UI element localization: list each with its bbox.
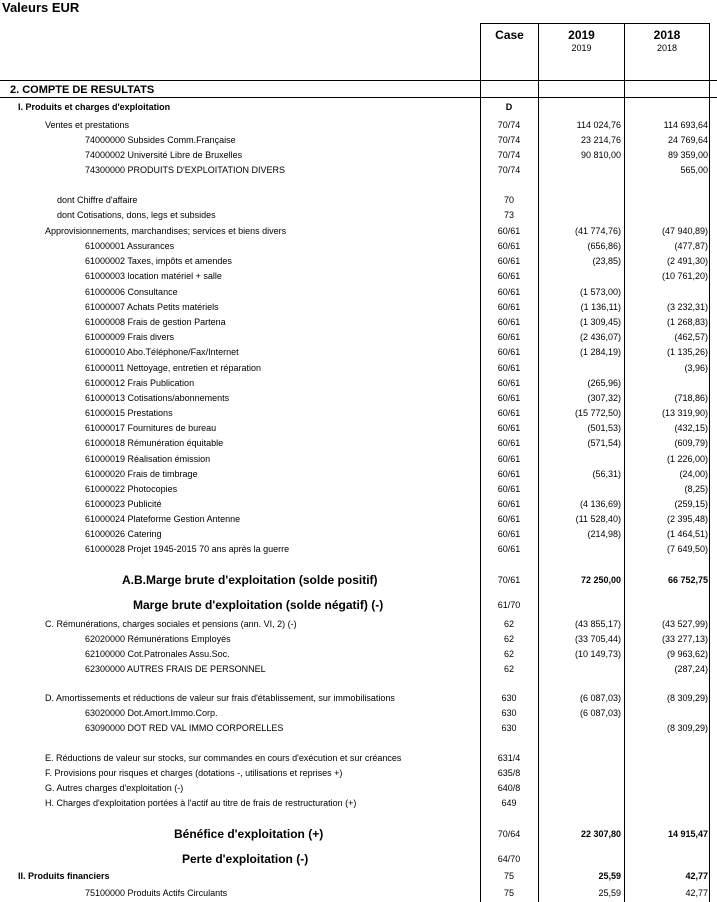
table-row bbox=[0, 869, 717, 884]
page-title: Valeurs EUR bbox=[2, 0, 80, 15]
row-label: 61000012 Frais Publication bbox=[85, 378, 195, 388]
row-label: A.B.Marge brute d'exploitation (solde positif) bbox=[122, 573, 378, 587]
row-label: 61000018 Rémunération équitable bbox=[85, 438, 224, 448]
table-row bbox=[0, 239, 717, 254]
row-value-2018: 114 693,64 bbox=[663, 120, 708, 130]
row-label: 61000010 Abo.Téléphone/Fax/Internet bbox=[85, 347, 239, 357]
row-value-2019: (6 087,03) bbox=[579, 693, 621, 703]
row-case: 60/61 bbox=[497, 484, 521, 494]
row-value-2019: (265,96) bbox=[587, 378, 621, 388]
row-value-2018: 89 359,00 bbox=[667, 150, 708, 160]
row-value-2018: (259,15) bbox=[674, 499, 708, 509]
row-case: 630 bbox=[501, 723, 517, 733]
table-row bbox=[0, 691, 717, 706]
row-case: 60/61 bbox=[497, 469, 521, 479]
row-value-2019: 22 307,80 bbox=[580, 829, 621, 839]
table-row bbox=[0, 751, 717, 766]
row-value-2019: (1 309,45) bbox=[579, 317, 621, 327]
row-label: dont Chiffre d'affaire bbox=[57, 195, 138, 205]
table-row bbox=[0, 100, 717, 115]
table-row bbox=[0, 208, 717, 223]
row-case: 60/61 bbox=[497, 499, 521, 509]
row-case: 64/70 bbox=[497, 854, 521, 864]
row-case: 60/61 bbox=[497, 529, 521, 539]
row-value-2018: (9 963,62) bbox=[666, 649, 708, 659]
row-label: Perte d'exploitation (-) bbox=[182, 852, 309, 866]
table-row bbox=[0, 852, 717, 867]
row-value-2018: (1 464,51) bbox=[666, 529, 708, 539]
row-case: 70/74 bbox=[497, 120, 521, 130]
row-label: 74000000 Subsides Comm.Française bbox=[85, 135, 236, 145]
table-row bbox=[0, 436, 717, 451]
table-row bbox=[0, 285, 717, 300]
row-value-2018: (2 491,30) bbox=[666, 256, 708, 266]
row-case: 631/4 bbox=[497, 753, 521, 763]
row-value-2018: (609,79) bbox=[674, 438, 708, 448]
row-case: 75 bbox=[503, 888, 514, 898]
row-value-2018: 565,00 bbox=[680, 165, 708, 175]
table-row bbox=[0, 83, 717, 98]
row-label: II. Produits financiers bbox=[18, 871, 110, 881]
row-case: 60/61 bbox=[497, 393, 521, 403]
row-value-2018: 66 752,75 bbox=[667, 575, 708, 585]
row-value-2018: (3,96) bbox=[684, 363, 708, 373]
row-value-2019: (2 436,07) bbox=[579, 332, 621, 342]
row-label: 61000008 Frais de gestion Partena bbox=[85, 317, 226, 327]
row-value-2019: (214,98) bbox=[587, 529, 621, 539]
row-case: 60/61 bbox=[497, 271, 521, 281]
table-row bbox=[0, 224, 717, 239]
row-label: I. Produits et charges d'exploitation bbox=[18, 102, 171, 112]
row-value-2018: (10 761,20) bbox=[661, 271, 708, 281]
row-case: 60/61 bbox=[497, 423, 521, 433]
row-case: 649 bbox=[501, 798, 517, 808]
row-value-2019: (656,86) bbox=[587, 241, 621, 251]
row-value-2019: 23 214,76 bbox=[580, 135, 621, 145]
row-value-2019: (41 774,76) bbox=[574, 226, 621, 236]
row-label: F. Provisions pour risques et charges (dotations -, utilisations et reprises +) bbox=[45, 768, 343, 778]
row-label: 61000011 Nettoyage, entretien et réparation bbox=[85, 363, 261, 373]
row-value-2018: (13 319,90) bbox=[661, 408, 708, 418]
row-value-2019: (1 284,19) bbox=[579, 347, 621, 357]
row-value-2018: 14 915,47 bbox=[667, 829, 708, 839]
row-value-2018: (33 277,13) bbox=[661, 634, 708, 644]
row-label: 61000023 Publicité bbox=[85, 499, 162, 509]
row-value-2019: 25,59 bbox=[598, 871, 621, 881]
row-value-2019: 114 024,76 bbox=[576, 120, 621, 130]
table-row bbox=[0, 118, 717, 133]
row-value-2018: (1 226,00) bbox=[666, 454, 708, 464]
table-row bbox=[0, 133, 717, 148]
row-value-2019: (15 772,50) bbox=[574, 408, 621, 418]
row-label: C. Rémunérations, charges sociales et pensions (ann. VI, 2) (-) bbox=[45, 619, 297, 629]
row-value-2018: 42,77 bbox=[685, 871, 708, 881]
table-row bbox=[0, 796, 717, 811]
row-label: 61000017 Fournitures de bureau bbox=[85, 423, 217, 433]
table-row bbox=[0, 647, 717, 662]
row-case: 60/61 bbox=[497, 347, 521, 357]
row-value-2019: (307,32) bbox=[587, 393, 621, 403]
row-value-2018: 42,77 bbox=[685, 888, 708, 898]
row-label: 63090000 DOT RED VAL IMMO CORPORELLES bbox=[85, 723, 284, 733]
row-label: 63020000 Dot.Amort.Immo.Corp. bbox=[85, 708, 218, 718]
row-value-2018: (47 940,89) bbox=[661, 226, 708, 236]
row-value-2019: 25,59 bbox=[598, 888, 621, 898]
row-value-2019: (56,31) bbox=[592, 469, 621, 479]
header-2019-year: 2019 bbox=[568, 28, 595, 42]
table-row bbox=[0, 330, 717, 345]
row-label: 61000001 Assurances bbox=[85, 241, 175, 251]
table-row bbox=[0, 391, 717, 406]
row-label: Approvisionnements, marchandises; services et biens divers bbox=[45, 226, 287, 236]
table-row bbox=[0, 617, 717, 632]
row-case: 60/61 bbox=[497, 438, 521, 448]
row-case: 60/61 bbox=[497, 514, 521, 524]
row-label: 61000015 Prestations bbox=[85, 408, 173, 418]
row-label: 62100000 Cot.Patronales Assu.Soc. bbox=[85, 649, 230, 659]
row-value-2018: (7 649,50) bbox=[666, 544, 708, 554]
header-2018 bbox=[625, 28, 709, 54]
row-value-2019: (43 855,17) bbox=[574, 619, 621, 629]
row-case: 62 bbox=[503, 664, 514, 674]
row-label: 61000026 Catering bbox=[85, 529, 162, 539]
row-value-2018: (8 309,29) bbox=[666, 693, 708, 703]
row-value-2019: (501,53) bbox=[587, 423, 621, 433]
row-value-2019: (11 528,40) bbox=[575, 514, 621, 524]
table-row bbox=[0, 254, 717, 269]
row-case: 70/64 bbox=[497, 829, 521, 839]
row-label: 61000003 location matériel + salle bbox=[85, 271, 222, 281]
row-label: 61000020 Frais de timbrage bbox=[85, 469, 198, 479]
row-case: 60/61 bbox=[497, 363, 521, 373]
row-label: 75100000 Produits Actifs Circulants bbox=[85, 888, 228, 898]
row-value-2018: (8 309,29) bbox=[666, 723, 708, 733]
table-row bbox=[0, 269, 717, 284]
row-case: 61/70 bbox=[497, 600, 521, 610]
row-value-2018: (3 232,31) bbox=[666, 302, 708, 312]
table-row bbox=[0, 467, 717, 482]
row-value-2018: (24,00) bbox=[679, 469, 708, 479]
row-label: 61000013 Cotisations/abonnements bbox=[85, 393, 230, 403]
row-value-2019: (23,85) bbox=[592, 256, 621, 266]
row-value-2019: (4 136,69) bbox=[579, 499, 621, 509]
table-row bbox=[0, 781, 717, 796]
row-label: Marge brute d'exploitation (solde négatif) (-) bbox=[133, 598, 384, 612]
row-case: 70/61 bbox=[497, 575, 521, 585]
table-row bbox=[0, 376, 717, 391]
row-label: 2. COMPTE DE RESULTATS bbox=[10, 84, 155, 96]
header-bottom-border bbox=[0, 80, 717, 81]
row-case: 60/61 bbox=[497, 544, 521, 554]
header-2018-sub: 2018 bbox=[656, 43, 678, 53]
table-row bbox=[0, 573, 717, 588]
row-label: 74300000 PRODUITS D'EXPLOITATION DIVERS bbox=[85, 165, 285, 175]
row-label: 74000002 Université Libre de Bruxelles bbox=[85, 150, 243, 160]
table-row bbox=[0, 542, 717, 557]
header-case-label: Case bbox=[495, 28, 524, 42]
row-case: 60/61 bbox=[497, 378, 521, 388]
row-value-2018: (477,87) bbox=[674, 241, 708, 251]
table-row bbox=[0, 721, 717, 736]
row-label: 61000019 Réalisation émission bbox=[85, 454, 211, 464]
table-row bbox=[0, 482, 717, 497]
row-value-2018: (287,24) bbox=[674, 664, 708, 674]
row-case: 630 bbox=[501, 708, 517, 718]
table-row bbox=[0, 886, 717, 901]
row-label: dont Cotisations, dons, legs et subsides bbox=[57, 210, 216, 220]
table-row bbox=[0, 827, 717, 842]
table-row bbox=[0, 421, 717, 436]
table-row bbox=[0, 163, 717, 178]
row-value-2019: 72 250,00 bbox=[580, 575, 621, 585]
row-case: 60/61 bbox=[497, 332, 521, 342]
row-value-2018: (718,86) bbox=[674, 393, 708, 403]
row-case: 70/74 bbox=[497, 165, 521, 175]
row-value-2019: (571,54) bbox=[587, 438, 621, 448]
row-value-2019: (1 573,00) bbox=[579, 287, 621, 297]
table-row bbox=[0, 706, 717, 721]
row-label: 61000009 Frais divers bbox=[85, 332, 175, 342]
row-value-2018: 24 769,64 bbox=[667, 135, 708, 145]
row-label: Bénéfice d'exploitation (+) bbox=[174, 827, 324, 841]
row-label: Ventes et prestations bbox=[45, 120, 130, 130]
row-label: 61000006 Consultance bbox=[85, 287, 178, 297]
row-label: 62300000 AUTRES FRAIS DE PERSONNEL bbox=[85, 664, 266, 674]
row-value-2018: (462,57) bbox=[674, 332, 708, 342]
header-top-border bbox=[480, 23, 709, 24]
row-label: E. Réductions de valeur sur stocks, sur commandes en cours d'exécution et sur créances bbox=[45, 753, 402, 763]
row-case: 640/8 bbox=[497, 783, 521, 793]
row-label: G. Autres charges d'exploitation (-) bbox=[45, 783, 184, 793]
table-row bbox=[0, 193, 717, 208]
table-row bbox=[0, 766, 717, 781]
row-value-2019: 90 810,00 bbox=[580, 150, 621, 160]
row-case: 60/61 bbox=[497, 287, 521, 297]
row-case: 60/61 bbox=[497, 241, 521, 251]
row-case: D bbox=[505, 102, 513, 112]
table-row bbox=[0, 527, 717, 542]
header-2018-year: 2018 bbox=[653, 28, 681, 42]
table-row bbox=[0, 632, 717, 647]
row-case: 73 bbox=[503, 210, 514, 220]
row-case: 62 bbox=[503, 634, 514, 644]
table-row bbox=[0, 148, 717, 163]
row-value-2018: (1 135,26) bbox=[666, 347, 708, 357]
table-row bbox=[0, 361, 717, 376]
row-label: 61000007 Achats Petits matériels bbox=[85, 302, 219, 312]
table-row bbox=[0, 497, 717, 512]
row-case: 70 bbox=[503, 195, 514, 205]
table-row bbox=[0, 452, 717, 467]
header-2019-sub: 2019 bbox=[571, 43, 592, 53]
row-case: 62 bbox=[503, 619, 514, 629]
header-case bbox=[481, 28, 538, 42]
row-label: H. Charges d'exploitation portées à l'actif au titre de frais de restructuration (+) bbox=[45, 798, 357, 808]
row-value-2019: (6 087,03) bbox=[579, 708, 621, 718]
table-row bbox=[0, 345, 717, 360]
row-case: 60/61 bbox=[497, 256, 521, 266]
row-case: 62 bbox=[503, 649, 514, 659]
table-row bbox=[0, 315, 717, 330]
row-case: 70/74 bbox=[497, 150, 521, 160]
row-case: 60/61 bbox=[497, 408, 521, 418]
row-value-2018: (432,15) bbox=[674, 423, 708, 433]
row-label: D. Amortissements et réductions de valeur sur frais d'établissement, sur immobilisations bbox=[45, 693, 395, 703]
table-row bbox=[0, 406, 717, 421]
row-value-2019: (10 149,73) bbox=[574, 649, 621, 659]
row-label: 61000002 Taxes, impôts et amendes bbox=[85, 256, 232, 266]
row-label: 62020000 Rémunérations Employés bbox=[85, 634, 231, 644]
row-case: 635/8 bbox=[497, 768, 521, 778]
row-case: 60/61 bbox=[497, 317, 521, 327]
table-row bbox=[0, 512, 717, 527]
row-label: 61000024 Plateforme Gestion Antenne bbox=[85, 514, 241, 524]
row-value-2018: (43 527,99) bbox=[661, 619, 708, 629]
table-row bbox=[0, 662, 717, 677]
row-label: 61000028 Projet 1945-2015 70 ans après la guerre bbox=[85, 544, 290, 554]
row-case: 630 bbox=[501, 693, 517, 703]
row-case: 70/74 bbox=[497, 135, 521, 145]
row-value-2018: (1 268,83) bbox=[666, 317, 708, 327]
row-case: 60/61 bbox=[497, 302, 521, 312]
row-label: 61000022 Photocopies bbox=[85, 484, 178, 494]
row-value-2019: (1 136,11) bbox=[580, 302, 621, 312]
row-case: 75 bbox=[503, 871, 514, 881]
table-row bbox=[0, 598, 717, 613]
row-value-2018: (8,25) bbox=[684, 484, 708, 494]
table-row bbox=[0, 300, 717, 315]
row-case: 60/61 bbox=[497, 454, 521, 464]
row-case: 60/61 bbox=[497, 226, 521, 236]
row-value-2019: (33 705,44) bbox=[574, 634, 621, 644]
row-value-2018: (2 395,48) bbox=[666, 514, 708, 524]
header-2019 bbox=[539, 28, 624, 54]
